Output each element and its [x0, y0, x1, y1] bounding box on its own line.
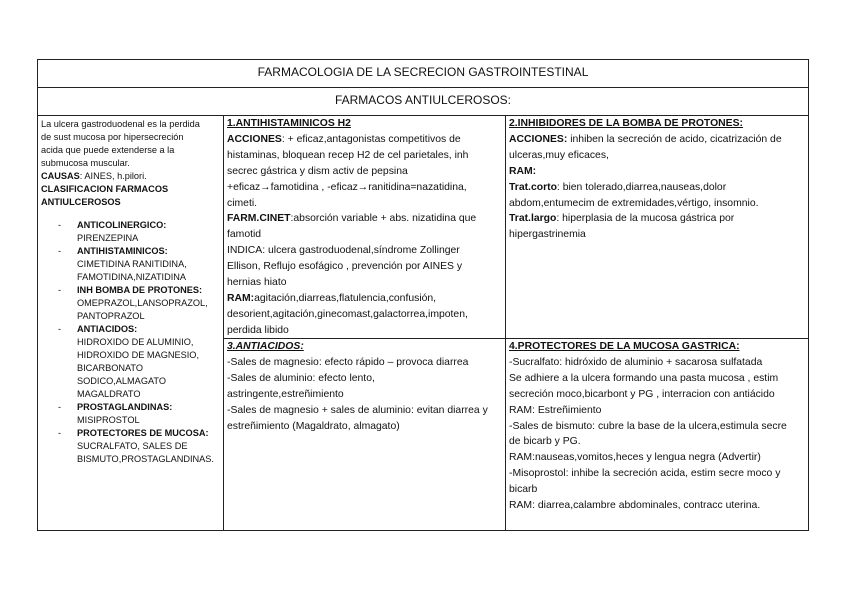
drug-item: BISMUTO,PROSTAGLANDINAS. [77, 454, 214, 464]
acciones-line: cimeti. [227, 197, 258, 209]
drug-group [41, 401, 220, 427]
ram-label: RAM: [509, 165, 537, 177]
acciones-line: secrec gástrica y dism activ de pepsina [227, 165, 408, 177]
ram-line [227, 291, 502, 307]
drug-group-name: - ANTIHISTAMINICOS: [77, 246, 168, 256]
page-title: FARMACOLOGIA DE LA SECRECION GASTROINTESTINAL [38, 60, 808, 88]
acciones-label: ACCIONES: [509, 133, 568, 145]
antiacidos-line: -Sales de magnesio + sales de aluminio: evitan diarrea y [227, 404, 488, 416]
acciones-text: : + eficaz,antagonistas competitivos de [281, 133, 461, 145]
protectores-line: RAM: diarrea,calambre abdominales, contracc uterina. [509, 500, 761, 512]
acciones-text: inhiben la secreción de acido, cicatrización de [567, 133, 782, 145]
drug-group-name: - ANTICOLINERGICO: [77, 220, 167, 230]
acciones-line [227, 132, 502, 148]
ibp-cell [506, 116, 808, 339]
protectores-line: de bicarb y PG. [509, 436, 581, 448]
protectores-line: Se adhiere a la ulcera formando una pasta mucosa , estim [509, 372, 779, 384]
drug-group-name: - INH BOMBA DE PROTONES: [77, 285, 203, 295]
protectores-line: -Sales de bismuto: cubre la base de la ulcera,estimula secre [509, 420, 787, 432]
tratcorto-label: Trat.corto [509, 181, 557, 193]
tratcorto-text: : bien tolerado,diarrea,nauseas,dolor [556, 181, 727, 193]
drug-item: HIDROXIDO DE MAGNESIO, [77, 350, 200, 360]
tratcorto-line: abdom,entumecim de extremidades,vértigo, insomnio. [509, 197, 759, 209]
antiacidos-heading: 3.ANTIACIDOS: [227, 341, 304, 352]
drug-item: CIMETIDINA RANITIDINA, [77, 259, 187, 269]
clasif-heading-line: CLASIFICACION FARMACOS [41, 184, 169, 194]
drug-item: PANTOPRAZOL [77, 311, 145, 321]
main-table [37, 59, 809, 531]
drug-item: PIRENZEPINA [77, 233, 139, 243]
drug-group-name: - PROTECTORES DE MUCOSA: [77, 428, 209, 438]
protectores-heading: 4.PROTECTORES DE LA MUCOSA GASTRICA: [509, 341, 740, 352]
drug-group [41, 427, 220, 466]
ram-line: desorient,agitación,ginecomast,galactorrea,impoten, [227, 308, 468, 320]
drug-item: OMEPRAZOL,LANSOPRAZOL, [77, 298, 208, 308]
clasif-heading [41, 196, 220, 209]
drug-item: MAGALDRATO [77, 389, 141, 399]
ram-line [509, 164, 805, 180]
antihistaminicos-heading: 1.ANTIHISTAMINICOS H2 [227, 118, 351, 129]
intro-line: La ulcera gastroduodenal es la perdida [41, 119, 200, 129]
antiacidos-line: -Sales de aluminio: efecto lento, [227, 372, 375, 384]
protectores-line: secreción moco,bicarbont y PG , interracion con antiácido [509, 388, 775, 400]
ram-label: RAM: [227, 292, 255, 304]
tratcorto-line [509, 180, 805, 196]
protectores-line: -Misoprostol: inhibe la secreción acida, estim secre moco y [509, 468, 781, 480]
protectores-line: RAM:nauseas,vomitos,heces y lengua negra (Advertir) [509, 452, 761, 464]
protectores-line: RAM: Estreñimiento [509, 404, 602, 416]
tratlargo-text: : hiperplasia de la mucosa gástrica por [556, 213, 735, 225]
drug-item: MISIPROSTOL [77, 415, 140, 425]
acciones-label: ACCIONES [227, 133, 282, 145]
drug-item: HIDROXIDO DE ALUMINIO, [77, 337, 194, 347]
tratlargo-line [509, 211, 805, 227]
protectores-line: -Sucralfato: hidróxido de aluminio + sacarosa sulfatada [509, 356, 763, 368]
acciones-line: histaminas, bloquean recep H2 de cel parietales, inh [227, 149, 469, 161]
drug-group [41, 323, 220, 401]
drug-group [41, 219, 220, 245]
protectores-cell [506, 339, 808, 530]
intro-line: de sust mucosa por hipersecreción [41, 132, 184, 142]
ibp-heading: 2.INHIBIDORES DE LA BOMBA DE PROTONES: [509, 118, 744, 129]
section-subtitle: FARMACOS ANTIULCEROSOS: [38, 88, 808, 116]
ram-text: agitación,diarreas,flatulencia,confusión, [254, 292, 437, 304]
causas-line [41, 170, 220, 183]
drug-group [41, 245, 220, 284]
intro-line: submucosa muscular. [41, 158, 130, 168]
antiacidos-line: estreñimiento (Magaldrato, almagato) [227, 420, 400, 432]
antihistaminicos-cell [224, 116, 506, 339]
antiacidos-line: astringente,estreñimiento [227, 388, 344, 400]
farm-line [227, 211, 502, 227]
drug-item: SUCRALFATO, SALES DE [77, 441, 188, 451]
drug-item: FAMOTIDINA,NIZATIDINA [77, 272, 187, 282]
indica-line: Ellison, Reflujo esofágico , prevención por AINES y [227, 261, 463, 273]
acciones-line [509, 132, 805, 148]
indica-line: hernias hiato [227, 277, 287, 289]
protectores-line: bicarb [509, 484, 538, 496]
antiacidos-line: -Sales de magnesio: efecto rápido – provoca diarrea [227, 356, 469, 368]
farm-label: FARM.CINET [227, 213, 291, 225]
farm-line: famotid [227, 229, 262, 241]
antiacidos-cell [224, 339, 506, 530]
acciones-line: +eficaz→famotidina , -eficaz→ranitidina=nazatidina, [227, 181, 467, 193]
clasif-heading-line: ANTIULCEROSOS [41, 197, 121, 207]
tratlargo-line: hipergastrinemia [509, 229, 586, 241]
causas-label: CAUSAS [41, 171, 80, 181]
clasif-heading [41, 183, 220, 196]
ram-line: perdida libido [227, 324, 289, 336]
acciones-line: ulceras,muy eficaces, [509, 149, 609, 161]
causas-text: : AINES, h.pilori. [79, 171, 147, 181]
intro-line: acida que puede extenderse a la [41, 145, 175, 155]
farm-text: :absorción variable + abs. nizatidina que [290, 213, 477, 225]
drug-group-list [41, 219, 220, 466]
indica-line: INDICA: ulcera gastroduodenal,síndrome Zollinger [227, 245, 460, 257]
drug-item: BICARBONATO [77, 363, 144, 373]
classification-cell [38, 116, 224, 530]
drug-group-name: - ANTIACIDOS: [77, 324, 138, 334]
drug-item: SODICO,ALMAGATO [77, 376, 166, 386]
drug-group [41, 284, 220, 323]
drug-group-name: - PROSTAGLANDINAS: [77, 402, 173, 412]
tratlargo-label: Trat.largo [509, 213, 557, 225]
